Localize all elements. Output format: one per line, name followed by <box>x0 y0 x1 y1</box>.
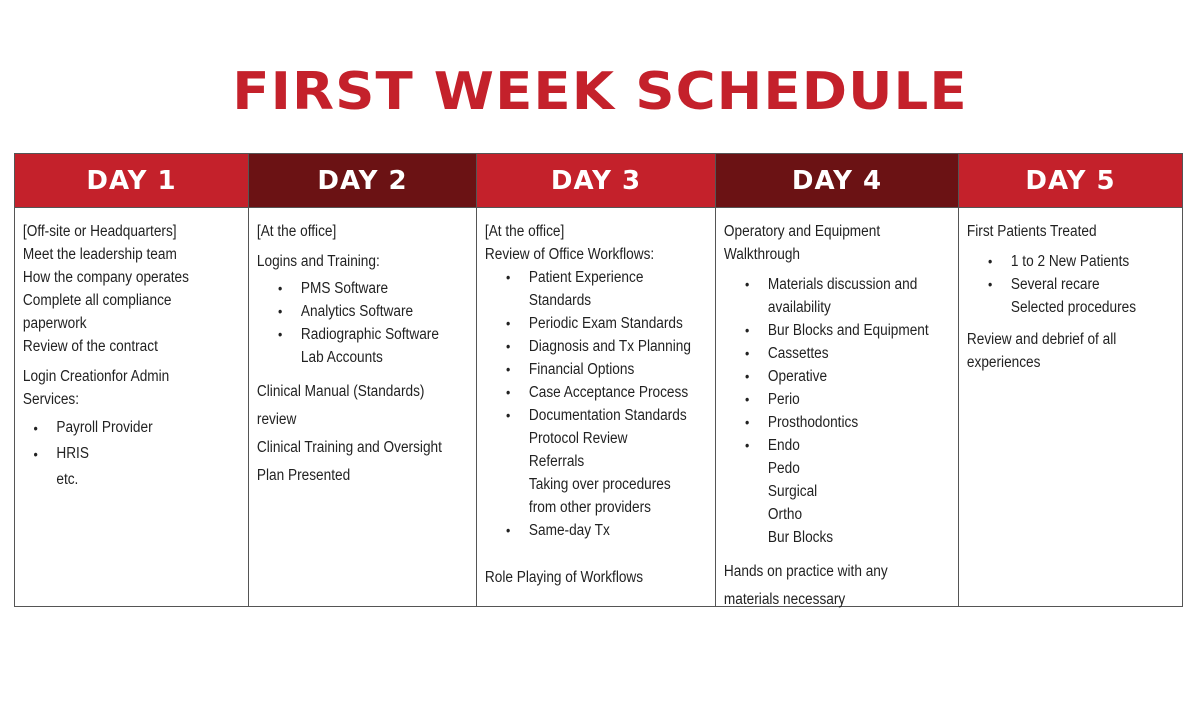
list-item: Lab Accounts <box>300 349 383 366</box>
day-4-column <box>716 154 959 606</box>
list-item: • Patient Experience <box>529 266 722 289</box>
day-4-header: DAY 4 <box>716 154 958 208</box>
text-line: [At the office] <box>484 223 565 240</box>
list-item: • Bur Blocks and Equipment <box>768 319 965 342</box>
day-2-column <box>249 154 477 606</box>
text-line: Hands on practice with any <box>723 563 888 580</box>
text-line: experiences <box>966 354 1041 371</box>
list-item: • Financial Options <box>529 358 722 381</box>
day-3-column <box>477 154 716 606</box>
list-item: Bur Blocks <box>767 529 834 546</box>
list-item: • HRIS <box>56 441 254 467</box>
text-line: Review and debrief of all <box>966 331 1117 348</box>
text-line: Role Playing of Workflows <box>484 569 644 586</box>
day-5-header: DAY 5 <box>959 154 1182 208</box>
day-2-header: DAY 2 <box>249 154 476 208</box>
list-item: • Same-day Tx <box>529 519 722 542</box>
list-item: • Endo <box>768 434 965 457</box>
text-line: First Patients Treated <box>966 223 1097 240</box>
text-line: paperwork <box>22 315 87 332</box>
services-list <box>23 415 255 493</box>
list-item: • Analytics Software <box>301 300 483 323</box>
list-item: • 1 to 2 New Patients <box>1011 250 1189 273</box>
list-item: • Case Acceptance Process <box>529 381 722 404</box>
list-item: Standards <box>528 292 592 309</box>
text-line: Plan Presented <box>256 467 351 484</box>
day-5-column <box>959 154 1182 606</box>
list-item: Surgical <box>767 483 818 500</box>
day-3-content <box>477 208 730 589</box>
text-line: Review of Office Workflows: <box>484 246 655 263</box>
text-line: How the company operates <box>22 269 189 286</box>
list-item: Selected procedures <box>1010 299 1137 316</box>
day-4-content <box>716 208 972 614</box>
list-item: Taking over procedures <box>528 476 671 493</box>
list-item: • Payroll Provider <box>56 415 254 441</box>
text-line: review <box>256 411 297 428</box>
day-1-content <box>15 208 263 493</box>
list-item: Protocol Review <box>528 430 628 447</box>
equipment-list <box>724 273 965 549</box>
software-list <box>257 277 483 369</box>
list-item: • Periodic Exam Standards <box>529 312 722 335</box>
day-5-content <box>959 208 1197 374</box>
list-item: • Perio <box>768 388 965 411</box>
text-line: Login Creationfor Admin <box>22 368 170 385</box>
list-item: • Diagnosis and Tx Planning <box>529 335 722 358</box>
workflows-list <box>485 266 722 542</box>
text-line: [At the office] <box>256 223 337 240</box>
list-item: • Operative <box>768 365 965 388</box>
day-2-content <box>249 208 491 490</box>
text-line: materials necessary <box>723 591 846 608</box>
list-item: • Documentation Standards <box>529 404 722 427</box>
list-item: Pedo <box>767 460 800 477</box>
list-item: from other providers <box>528 499 651 516</box>
text-line: Meet the leadership team <box>22 246 177 263</box>
patients-list <box>967 250 1189 319</box>
list-item: Ortho <box>767 506 803 523</box>
day-1-header: DAY 1 <box>15 154 248 208</box>
list-item: • Materials discussion and <box>768 273 965 296</box>
list-item: availability <box>767 299 831 316</box>
text-line: Complete all compliance <box>22 292 172 309</box>
text-line: Review of the contract <box>22 338 158 355</box>
text-line: Walkthrough <box>723 246 800 263</box>
day-1-column <box>15 154 249 606</box>
text-line: Services: <box>22 391 80 408</box>
text-line: Operatory and Equipment <box>723 223 881 240</box>
day-3-header: DAY 3 <box>477 154 715 208</box>
page-title: FIRST WEEK SCHEDULE <box>232 62 968 122</box>
text-line: Clinical Manual (Standards) <box>256 383 425 400</box>
text-line: Clinical Training and Oversight <box>256 439 442 456</box>
list-item: • Radiographic Software <box>301 323 483 346</box>
list-item: • Cassettes <box>768 342 965 365</box>
text-line: Logins and Training: <box>256 253 380 270</box>
schedule-table <box>14 153 1183 607</box>
text-line: [Off-site or Headquarters] <box>22 223 177 240</box>
list-item: • PMS Software <box>301 277 483 300</box>
list-item: Referrals <box>528 453 585 470</box>
list-item: • Several recare <box>1011 273 1189 296</box>
list-item: etc. <box>56 471 79 488</box>
list-item: • Prosthodontics <box>768 411 965 434</box>
